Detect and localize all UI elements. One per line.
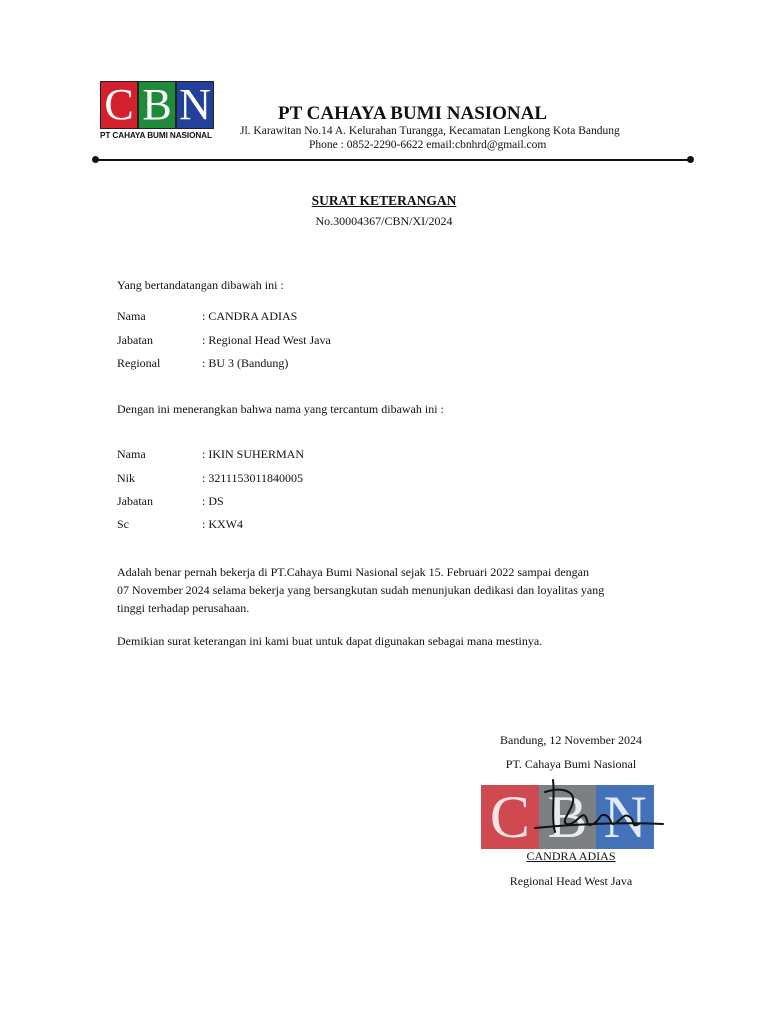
body-line: tinggi terhadap perusahaan. (117, 601, 250, 615)
closing-text: Demikian surat keterangan ini kami buat untuk dapat digunakan sebagai mana mestinya. (117, 634, 543, 648)
employee-nik-label: Nik (117, 471, 135, 485)
signer-regional-label: Regional (117, 356, 161, 370)
company-address: Jl. Karawitan No.14 A. Kelurahan Turangga, Kecamatan Lengkong Kota Bandung (240, 125, 620, 137)
company-contact: Phone : 0852-2290-6622 email:cbnhrd@gmail.com (309, 139, 547, 151)
stamp-letter-c: C (481, 785, 539, 849)
signer-position-label: Jabatan (117, 333, 153, 347)
handwritten-signature (515, 772, 665, 852)
signer-position: Regional Head West Java (509, 874, 633, 888)
company-logo (100, 81, 218, 143)
employee-sc-value: : KXW4 (202, 517, 243, 531)
intro-text: Yang bertandatangan dibawah ini : (117, 278, 284, 292)
body-line: 07 November 2024 selama bekerja yang bersangkutan sudah menunjukan dedikasi dan loyalitas yang (117, 583, 605, 597)
employee-position-label: Jabatan (117, 494, 153, 508)
company-name: PT CAHAYA BUMI NASIONAL (278, 103, 548, 124)
body-line: Adalah benar pernah bekerja di PT.Cahaya Bumi Nasional sejak 15. Februari 2022 sampai dengan (117, 565, 589, 579)
employee-name-value: : IKIN SUHERMAN (202, 447, 304, 461)
statement-text: Dengan ini menerangkan bahwa nama yang tercantum dibawah ini : (117, 402, 444, 416)
logo-letter-b: B (138, 81, 176, 129)
letter-title: SURAT KETERANGAN (311, 193, 457, 208)
letter-number: No.30004367/CBN/XI/2024 (315, 214, 453, 228)
signer-name-value: : CANDRA ADIAS (202, 309, 298, 323)
body-paragraph (117, 563, 677, 617)
employee-nik-value: : 3211153011840005 (202, 471, 303, 485)
header-divider (95, 159, 690, 161)
employee-name-label: Nama (117, 447, 146, 461)
place-date: Bandung, 12 November 2024 (500, 733, 642, 747)
signer-name: CANDRA ADIAS (526, 849, 616, 863)
employee-sc-label: Sc (117, 517, 129, 531)
logo-subtitle: PT CAHAYA BUMI NASIONAL (100, 131, 212, 140)
signer-position-value: : Regional Head West Java (202, 333, 331, 347)
stamp-letter-b: B (539, 785, 597, 849)
employee-position-value: : DS (202, 494, 224, 508)
signature-company: PT. Cahaya Bumi Nasional (505, 757, 637, 771)
divider-dot-right (687, 156, 694, 163)
logo-letter-c: C (100, 81, 138, 129)
stamp-letter-n: N (596, 785, 654, 849)
signer-regional-value: : BU 3 (Bandung) (202, 356, 289, 370)
signer-name-label: Nama (117, 309, 146, 323)
logo-letter-n: N (176, 81, 214, 129)
